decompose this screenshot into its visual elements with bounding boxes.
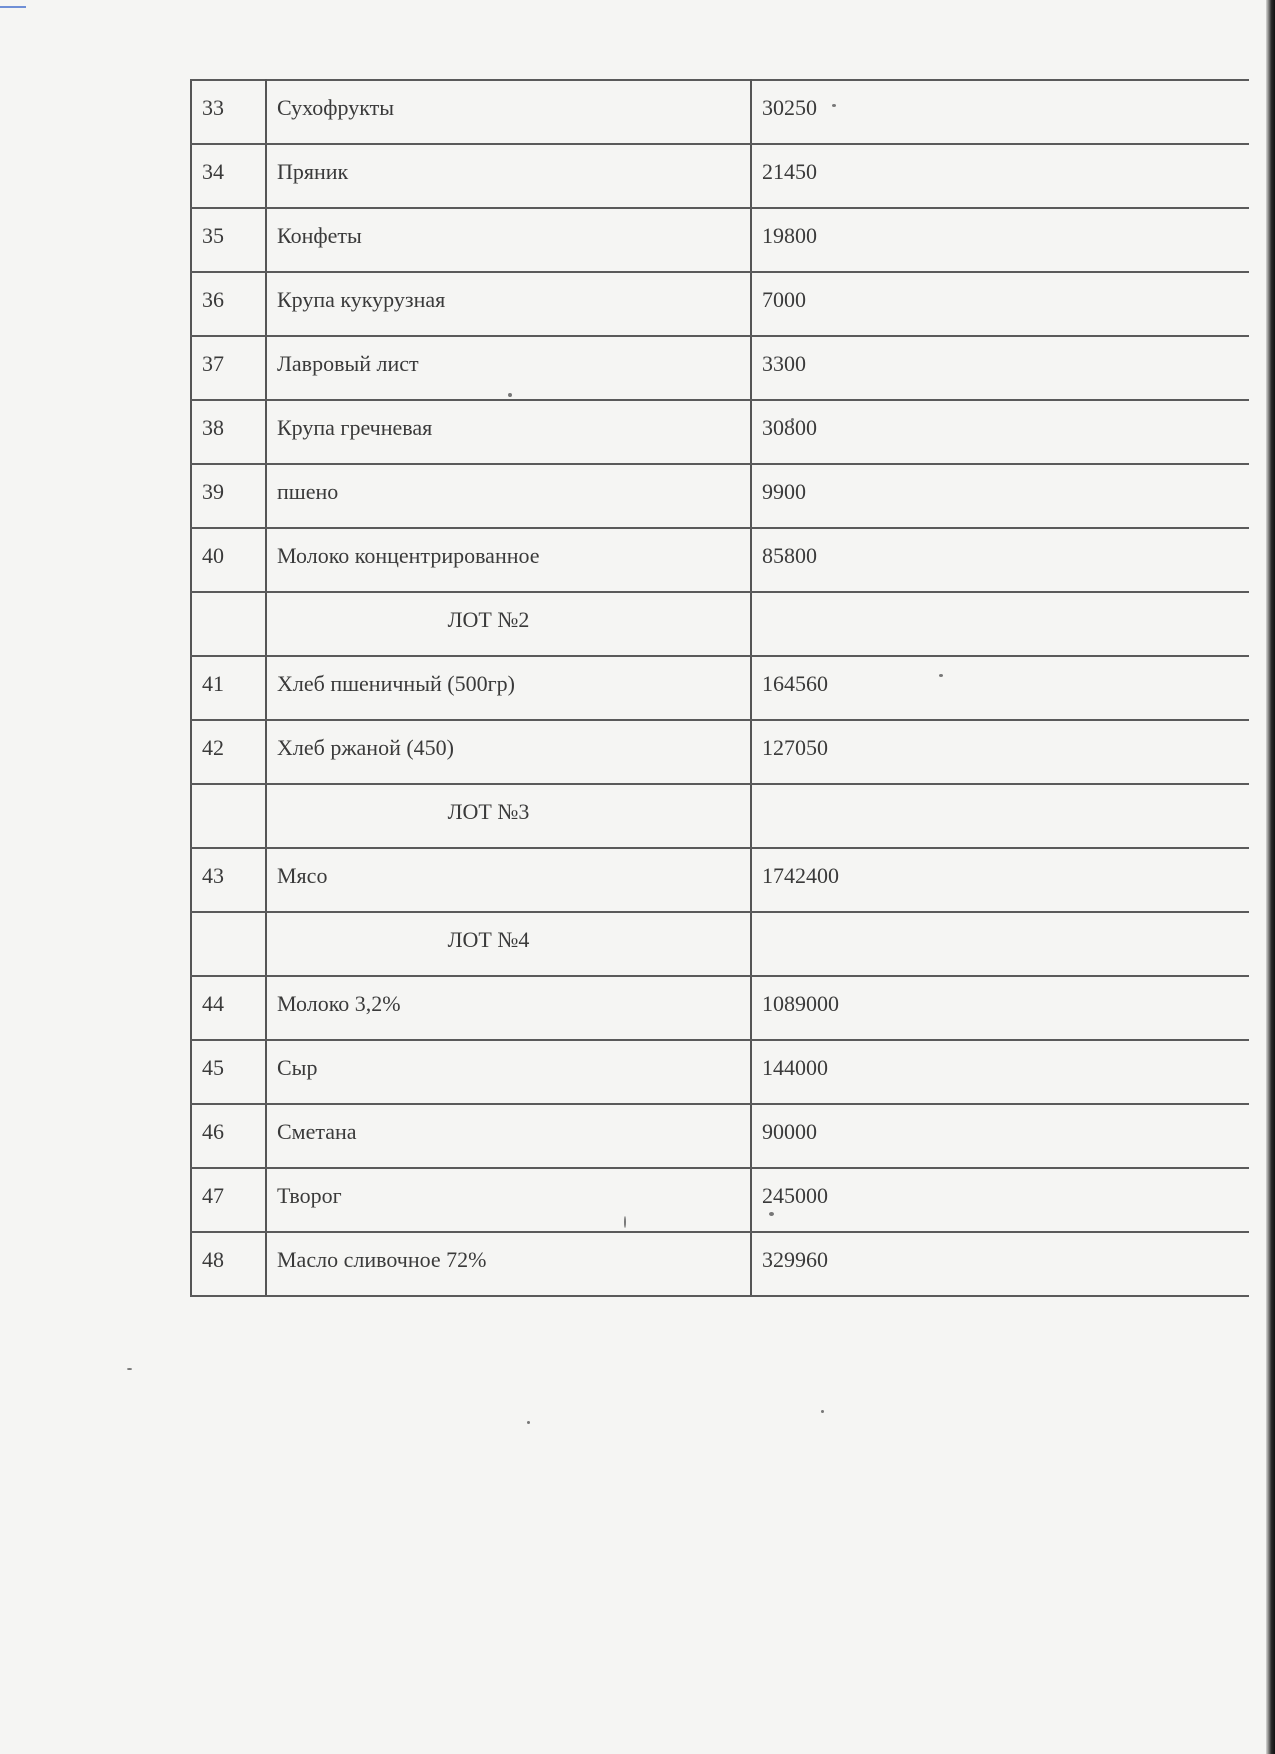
row-number: 36 xyxy=(191,272,266,336)
table-row xyxy=(191,528,1249,592)
lot-header-row xyxy=(191,912,1249,976)
item-name: Сыр xyxy=(266,1040,751,1104)
row-number: 34 xyxy=(191,144,266,208)
item-name: пшено xyxy=(266,464,751,528)
item-name: Хлеб пшеничный (500гр) xyxy=(266,656,751,720)
table-row xyxy=(191,400,1249,464)
lot-title: ЛОТ №4 xyxy=(266,912,751,976)
scan-page-edge xyxy=(1266,0,1275,1754)
item-amount: 7000 xyxy=(751,272,1249,336)
lot-num-cell xyxy=(191,912,266,976)
item-amount: 3300 xyxy=(751,336,1249,400)
item-name: Молоко концентрированное xyxy=(266,528,751,592)
lot-num-cell xyxy=(191,592,266,656)
row-number: 33 xyxy=(191,80,266,144)
row-number: 35 xyxy=(191,208,266,272)
items-table xyxy=(190,79,1249,1297)
lot-header-row xyxy=(191,784,1249,848)
table-row xyxy=(191,1168,1249,1232)
item-name: Творог xyxy=(266,1168,751,1232)
row-number: 45 xyxy=(191,1040,266,1104)
row-number: 37 xyxy=(191,336,266,400)
table-row xyxy=(191,80,1249,144)
lot-header-row xyxy=(191,592,1249,656)
row-number: 41 xyxy=(191,656,266,720)
table-row xyxy=(191,1040,1249,1104)
scan-corner-mark xyxy=(0,6,26,8)
row-number: 43 xyxy=(191,848,266,912)
lot-title: ЛОТ №2 xyxy=(266,592,751,656)
table-row xyxy=(191,1104,1249,1168)
row-number: 48 xyxy=(191,1232,266,1296)
scan-speck xyxy=(127,1368,132,1370)
row-number: 38 xyxy=(191,400,266,464)
table-row xyxy=(191,272,1249,336)
item-amount: 21450 xyxy=(751,144,1249,208)
scan-speck xyxy=(821,1410,824,1413)
table-row xyxy=(191,848,1249,912)
table-row xyxy=(191,1232,1249,1296)
table-row xyxy=(191,144,1249,208)
row-number: 46 xyxy=(191,1104,266,1168)
table-row xyxy=(191,720,1249,784)
row-number: 47 xyxy=(191,1168,266,1232)
item-name: Крупа гречневая xyxy=(266,400,751,464)
row-number: 44 xyxy=(191,976,266,1040)
item-name: Пряник xyxy=(266,144,751,208)
item-amount: 90000 xyxy=(751,1104,1249,1168)
lot-title: ЛОТ №3 xyxy=(266,784,751,848)
lot-amount-cell xyxy=(751,912,1249,976)
item-amount: 144000 xyxy=(751,1040,1249,1104)
item-name: Лавровый лист xyxy=(266,336,751,400)
item-amount: 30800 xyxy=(751,400,1249,464)
item-name: Мясо xyxy=(266,848,751,912)
table-row xyxy=(191,656,1249,720)
item-name: Крупа кукурузная xyxy=(266,272,751,336)
table-row xyxy=(191,336,1249,400)
item-amount: 85800 xyxy=(751,528,1249,592)
table-row xyxy=(191,208,1249,272)
item-amount: 1742400 xyxy=(751,848,1249,912)
item-name: Масло сливочное 72% xyxy=(266,1232,751,1296)
item-amount: 329960 xyxy=(751,1232,1249,1296)
item-amount: 9900 xyxy=(751,464,1249,528)
lot-amount-cell xyxy=(751,592,1249,656)
row-number: 42 xyxy=(191,720,266,784)
item-amount: 245000 xyxy=(751,1168,1249,1232)
item-amount: 164560 xyxy=(751,656,1249,720)
row-number: 39 xyxy=(191,464,266,528)
table-row xyxy=(191,464,1249,528)
scan-speck xyxy=(527,1421,530,1424)
items-table-body xyxy=(191,80,1249,1296)
item-name: Хлеб ржаной (450) xyxy=(266,720,751,784)
item-name: Сметана xyxy=(266,1104,751,1168)
item-amount: 1089000 xyxy=(751,976,1249,1040)
table-row xyxy=(191,976,1249,1040)
lot-amount-cell xyxy=(751,784,1249,848)
item-name: Сухофрукты xyxy=(266,80,751,144)
item-name: Конфеты xyxy=(266,208,751,272)
item-amount: 127050 xyxy=(751,720,1249,784)
item-name: Молоко 3,2% xyxy=(266,976,751,1040)
item-amount: 19800 xyxy=(751,208,1249,272)
item-amount: 30250 xyxy=(751,80,1249,144)
lot-num-cell xyxy=(191,784,266,848)
row-number: 40 xyxy=(191,528,266,592)
